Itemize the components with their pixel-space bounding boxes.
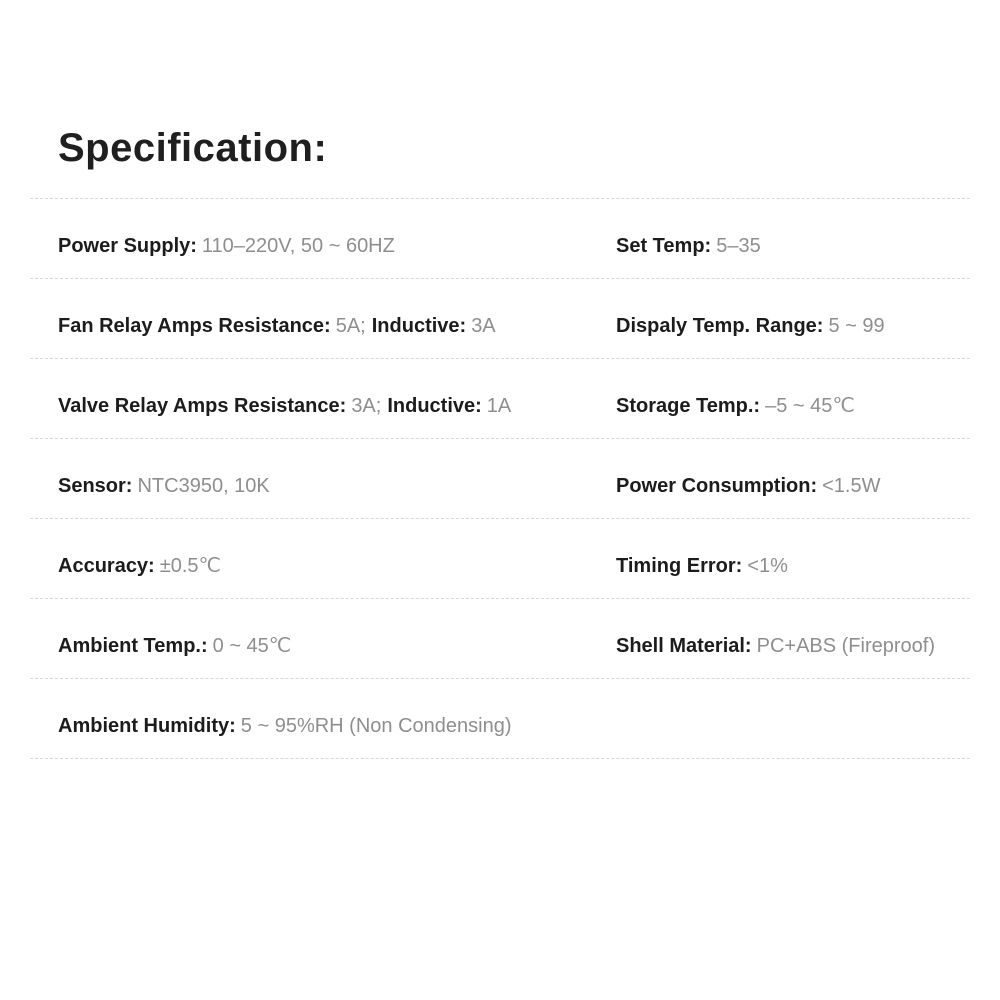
- spec-value: 5A;: [335, 314, 366, 337]
- spec-cell-set-temp: [588, 199, 970, 278]
- spec-cell-power-consumption: [588, 439, 970, 518]
- spec-label: Inductive:: [371, 314, 467, 337]
- spec-value: 110–220V, 50 ~ 60HZ: [201, 234, 395, 257]
- spec-value: <1.5W: [822, 474, 881, 497]
- spec-pair: [616, 393, 855, 419]
- spec-pair: [58, 633, 291, 659]
- spec-cell-empty: [588, 679, 970, 758]
- spec-label: Storage Temp.:: [616, 394, 761, 417]
- spec-pair: [616, 313, 885, 339]
- spec-value: <1%: [747, 554, 788, 577]
- spec-table: [30, 198, 970, 759]
- spec-pair: [58, 313, 366, 339]
- spec-cell-timing-error: [588, 519, 970, 598]
- spec-value: ±0.5℃: [159, 554, 221, 577]
- spec-label: Accuracy:: [58, 554, 155, 577]
- spec-label: Fan Relay Amps Resistance:: [58, 314, 331, 337]
- spec-pair: [616, 473, 880, 499]
- spec-cell-sensor: [30, 439, 588, 518]
- spec-value: 3A: [471, 314, 496, 337]
- spec-cell-shell-material: [588, 599, 970, 678]
- spec-label: Valve Relay Amps Resistance:: [58, 394, 347, 417]
- spec-label: Dispaly Temp. Range:: [616, 314, 824, 337]
- spec-row-valve-relay: [30, 359, 970, 439]
- spec-label: Sensor:: [58, 474, 133, 497]
- spec-pair: [58, 473, 270, 499]
- spec-pair: [58, 233, 395, 259]
- spec-pair: [616, 553, 788, 579]
- spec-value: 1A: [486, 394, 512, 417]
- spec-value: 5 ~ 99: [828, 314, 885, 337]
- spec-value: 3A;: [351, 394, 382, 417]
- spec-pair: [387, 393, 511, 419]
- spec-pair: [58, 553, 221, 579]
- spec-value: 5–35: [716, 234, 761, 257]
- spec-value: 0 ~ 45℃: [212, 634, 292, 657]
- spec-cell-valve-relay: [30, 359, 588, 438]
- spec-cell-ambient-humidity: [30, 679, 588, 758]
- spec-label: Ambient Humidity:: [58, 714, 236, 737]
- spec-value: NTC3950, 10K: [137, 474, 270, 497]
- spec-pair: [58, 713, 511, 739]
- spec-cell-accuracy: [30, 519, 588, 598]
- spec-row-fan-relay: [30, 279, 970, 359]
- spec-pair: [372, 313, 496, 339]
- spec-pair: [616, 633, 935, 659]
- spec-row-accuracy: [30, 519, 970, 599]
- spec-label: Set Temp:: [616, 234, 712, 257]
- spec-pair: [58, 393, 381, 419]
- spec-label: Ambient Temp.:: [58, 634, 208, 657]
- specification-sheet: [0, 126, 1000, 1000]
- spec-cell-fan-relay: [30, 279, 588, 358]
- spec-label: Power Supply:: [58, 234, 197, 257]
- spec-cell-storage-temp: [588, 359, 970, 438]
- spec-row-ambient-humidity: [30, 679, 970, 759]
- spec-label: Timing Error:: [616, 554, 743, 577]
- spec-label: Power Consumption:: [616, 474, 818, 497]
- spec-value: 5 ~ 95%RH (Non Condensing): [240, 714, 512, 737]
- spec-row-power-supply: [30, 199, 970, 279]
- spec-cell-display-temp-range: [588, 279, 970, 358]
- spec-row-sensor: [30, 439, 970, 519]
- spec-label: Inductive:: [387, 394, 482, 417]
- spec-value: PC+ABS (Fireproof): [756, 634, 935, 657]
- spec-cell-ambient-temp: [30, 599, 588, 678]
- spec-cell-power-supply: [30, 199, 588, 278]
- page-title: Specification:: [58, 126, 328, 170]
- spec-label: Shell Material:: [616, 634, 752, 657]
- spec-row-ambient-temp: [30, 599, 970, 679]
- spec-value: –5 ~ 45℃: [765, 394, 855, 417]
- spec-pair: [616, 233, 761, 259]
